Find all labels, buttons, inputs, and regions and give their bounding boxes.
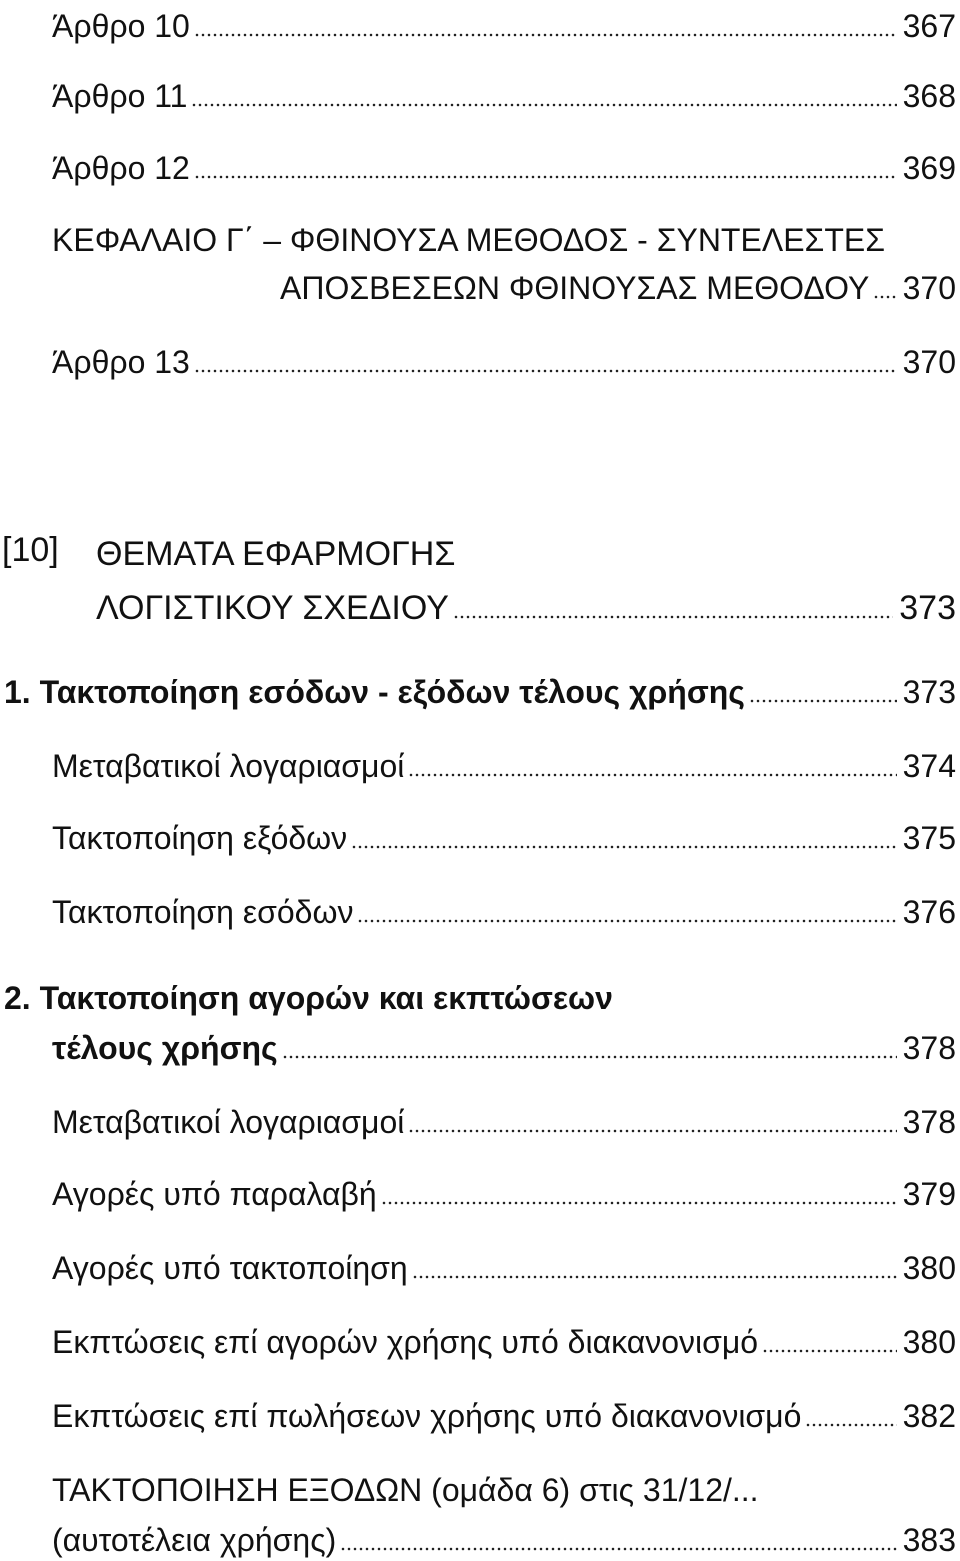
toc-page-number: 378	[902, 1104, 956, 1140]
toc-page-number: 373	[902, 674, 956, 710]
toc-page-number: 373	[899, 589, 956, 627]
toc-entry-purchases-pending-receipt[interactable]	[52, 1168, 956, 1212]
dot-leader	[194, 8, 897, 38]
toc-entry-section-1[interactable]	[4, 666, 956, 710]
toc-entry-section-2[interactable]	[52, 1022, 956, 1066]
dot-leader	[873, 270, 896, 300]
toc-entry-chapter-10-line1[interactable]	[96, 528, 455, 572]
toc-entry-expense-group-6-line1[interactable]	[52, 1464, 759, 1508]
toc-entry-title: ΤΑΚΤΟΠΟΙΗΣΗ ΕΞΟΔΩΝ (ομάδα 6) στις 31/12/...	[52, 1472, 759, 1508]
toc-entry-chapter-10[interactable]	[96, 582, 956, 626]
toc-page-number: 376	[902, 894, 956, 930]
toc-entry-title: ΚΕΦΑΛΑΙΟ Γ΄ – ΦΘΙΝΟΥΣΑ ΜΕΘΟΔΟΣ - ΣΥΝΤΕΛΕΣΤΕΣ	[52, 222, 885, 258]
toc-entry-title: Άρθρο 12	[52, 150, 190, 186]
dot-leader	[453, 590, 893, 620]
toc-entry-title: ΛΟΓΙΣΤΙΚΟΥ ΣΧΕΔΙΟΥ	[96, 589, 449, 627]
toc-entry-expense-group-6[interactable]	[52, 1514, 956, 1558]
dot-leader	[194, 150, 897, 180]
toc-entry-title: Τακτοποίηση εξόδων	[52, 820, 348, 856]
toc-entry-title: Αγορές υπό παραλαβή	[52, 1176, 377, 1212]
dot-leader	[749, 674, 897, 704]
dot-leader	[805, 1398, 896, 1428]
toc-entry-title: Άρθρο 13	[52, 344, 190, 380]
toc-entry-section-2-line1[interactable]	[4, 972, 613, 1016]
toc-page-number: 380	[902, 1324, 956, 1360]
toc-entry-purchases-pending-adjustment[interactable]	[52, 1242, 956, 1286]
toc-page-number: 382	[902, 1398, 956, 1434]
toc-entry-title: Μεταβατικοί λογαριασμοί	[52, 748, 405, 784]
toc-entry-article-10[interactable]	[52, 0, 956, 44]
dot-leader	[381, 1176, 897, 1206]
toc-entry-article-12[interactable]	[52, 142, 956, 186]
toc-entry-chapter-g[interactable]	[280, 262, 956, 306]
toc-entry-title: ΑΠΟΣΒΕΣΕΩΝ ΦΘΙΝΟΥΣΑΣ ΜΕΘΟΔΟΥ	[280, 270, 870, 306]
toc-page-number: 368	[902, 78, 956, 114]
toc-entry-purchase-discounts[interactable]	[52, 1316, 956, 1360]
dot-leader	[408, 1104, 896, 1134]
dot-leader	[762, 1324, 897, 1354]
toc-entry-article-13[interactable]	[52, 336, 956, 380]
toc-entry-title: Αγορές υπό τακτοποίηση	[52, 1250, 408, 1286]
toc-entry-title: τέλους χρήσης	[52, 1030, 278, 1066]
toc-entry-chapter-g-line1[interactable]	[52, 214, 885, 258]
toc-page-number: 383	[902, 1522, 956, 1558]
toc-page-number: 370	[902, 270, 956, 306]
toc-entry-title: (αυτοτέλεια χρήσης)	[52, 1522, 337, 1558]
dot-leader	[340, 1522, 896, 1552]
toc-entry-title: Άρθρο 10	[52, 8, 190, 44]
toc-entry-title: ΘΕΜΑΤΑ ΕΦΑΡΜΟΓΗΣ	[96, 535, 456, 573]
chapter-number: [10]	[2, 531, 59, 569]
toc-page-number: 380	[902, 1250, 956, 1286]
toc-page-number: 375	[902, 820, 956, 856]
dot-leader	[194, 344, 897, 374]
toc-entry-title: Μεταβατικοί λογαριασμοί	[52, 1104, 405, 1140]
toc-page-number: 369	[902, 150, 956, 186]
toc-entry-title: Άρθρο 11	[52, 78, 188, 114]
toc-entry-transitional-accounts-2[interactable]	[52, 1096, 956, 1140]
toc-entry-title: Εκπτώσεις επί πωλήσεων χρήσης υπό διακανονισμό	[52, 1398, 802, 1434]
dot-leader	[408, 748, 896, 778]
toc-entry-transitional-accounts-1[interactable]	[52, 740, 956, 784]
dot-leader	[282, 1030, 897, 1060]
toc-page-number: 370	[902, 344, 956, 380]
toc-page-number: 367	[902, 8, 956, 44]
toc-entry-sales-discounts[interactable]	[52, 1390, 956, 1434]
toc-entry-expense-adjustment[interactable]	[52, 812, 956, 856]
toc-page-number: 378	[902, 1030, 956, 1066]
toc-page-number: 379	[902, 1176, 956, 1212]
dot-leader	[357, 894, 896, 924]
dot-leader	[412, 1250, 897, 1280]
toc-entry-title: 1. Τακτοποίηση εσόδων - εξόδων τέλους χρήσης	[4, 674, 745, 710]
toc-entry-income-adjustment[interactable]	[52, 886, 956, 930]
toc-entry-article-11[interactable]	[52, 70, 956, 114]
dot-leader	[351, 820, 896, 850]
toc-entry-title: Τακτοποίηση εσόδων	[52, 894, 354, 930]
toc-page-number: 374	[902, 748, 956, 784]
toc-entry-title: Εκπτώσεις επί αγορών χρήσης υπό διακανονισμό	[52, 1324, 759, 1360]
toc-entry-title: 2. Τακτοποίηση αγορών και εκπτώσεων	[4, 980, 613, 1016]
dot-leader	[191, 78, 896, 108]
